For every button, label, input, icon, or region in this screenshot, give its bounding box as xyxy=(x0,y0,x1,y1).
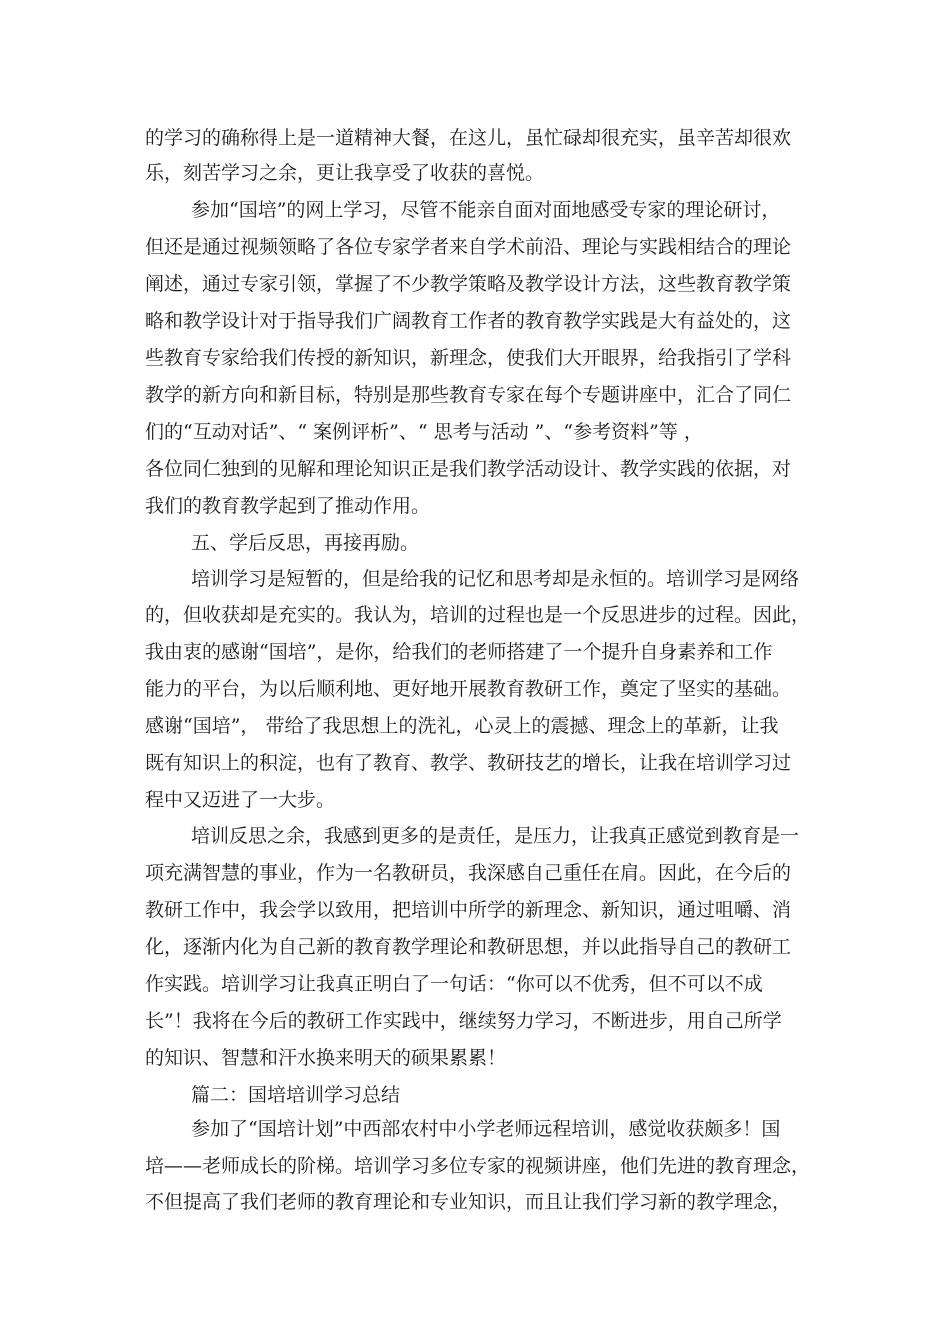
text-line: 阐述，通过专家引领，掌握了不少教学策略及教学设计方法，这些教育教学策 xyxy=(145,273,792,295)
text-line: 的知识、智慧和汗水换来明天的硕果累累！ xyxy=(145,1047,507,1069)
paragraph-start: 培训反思之余，我感到更多的是责任，是压力，让我真正感觉到教育是一 xyxy=(191,825,800,847)
text-line: 项充满智慧的事业，作为一名教研员，我深感自己重任在肩。因此，在今后的 xyxy=(145,862,792,884)
text-line: 不但提高了我们老师的教育理论和专业知识，而且让我们学习新的教学理念， xyxy=(145,1191,792,1213)
text-line: 培——老师成长的阶梯。培训学习多位专家的视频讲座，他们先进的教育理念， xyxy=(145,1155,811,1177)
text-line: 但还是通过视频领略了各位专家学者来自学术前沿、理论与实践相结合的理论 xyxy=(145,236,792,258)
text-line: 既有知识上的积淀，也有了教育、教学、教研技艺的增长，让我在培训学习过 xyxy=(145,752,792,774)
section-heading: 五、学后反思，再接再励。 xyxy=(191,532,420,554)
text-line: 能力的平台，为以后顺利地、更好地开展教育教研工作，奠定了坚实的基础。 xyxy=(145,678,792,700)
text-line: 化，逐渐内化为自己新的教育教学理论和教研思想，并以此指导自己的教研工 xyxy=(145,936,792,958)
text-line: 我由衷的感谢“国培”，是你，给我们的老师搭建了一个提升自身素养和工作 xyxy=(145,641,773,663)
text-line: 感谢“国培”， 带给了我思想上的洗礼，心灵上的震撼、理念上的革新，让我 xyxy=(145,715,779,737)
text-line: 的，但收获却是充实的。我认为，培训的过程也是一个反思进步的过程。因此， xyxy=(145,604,811,626)
section-heading: 篇二：国培培训学习总结 xyxy=(191,1084,401,1106)
paragraph-start: 培训学习是短暂的，但是给我的记忆和思考却是永恒的。培训学习是网络 xyxy=(191,568,800,590)
text-line: 些教育专家给我们传授的新知识，新理念，使我们大开眼界，给我指引了学科 xyxy=(145,347,792,369)
text-line: 各位同仁独到的见解和理论知识正是我们教学活动设计、教学实践的依据，对 xyxy=(145,458,792,480)
text-line: 程中又迈进了一大步。 xyxy=(145,789,336,811)
text-line: 的学习的确称得上是一道精神大餐，在这儿，虽忙碌却很充实，虽辛苦却很欢 xyxy=(145,127,792,149)
paragraph-start: 参加“国培”的网上学习，尽管不能亲自面对面地感受专家的理论研讨， xyxy=(191,199,781,221)
text-line: 我们的教育教学起到了推动作用。 xyxy=(145,495,431,517)
text-line: 作实践。培训学习让我真正明白了一句话：“你可以不优秀，但不可以不成 xyxy=(145,973,763,995)
text-line: 乐，刻苦学习之余，更让我享受了收获的喜悦。 xyxy=(145,162,545,184)
text-line: 教学的新方向和新目标，特别是那些教育专家在每个专题讲座中，汇合了同仁 xyxy=(145,384,792,406)
text-line: 教研工作中，我会学以致用，把培训中所学的新理念、新知识，通过咀嚼、消 xyxy=(145,899,792,921)
text-line: 略和教学设计对于指导我们广阔教育工作者的教育教学实践是大有益处的，这 xyxy=(145,310,792,332)
text-line: 长”！我将在今后的教研工作实践中，继续努力学习，不断进步，用自己所学 xyxy=(145,1010,782,1032)
text-line: 们的“互动对话”、“ 案例评析”、“ 思考与活动 ”、“参考资料”等 ， xyxy=(145,421,703,443)
paragraph-start: 参加了“国培计划”中西部农村中小学老师远程培训，感觉收获颇多！国 xyxy=(191,1118,781,1140)
